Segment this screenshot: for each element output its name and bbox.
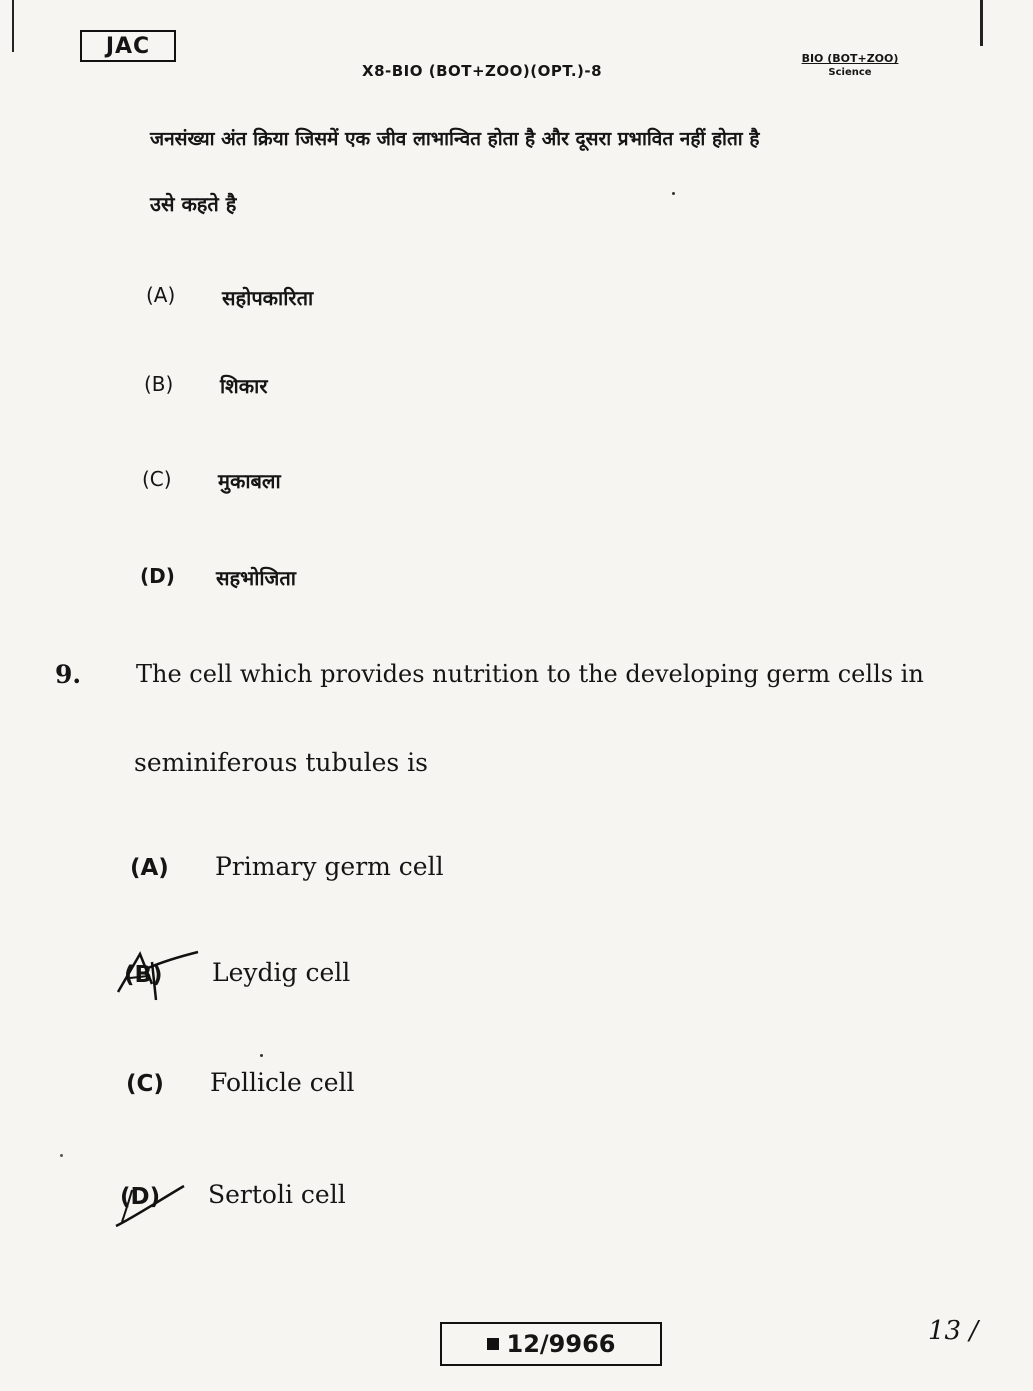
paper-code: X8-BIO (BOT+ZOO)(OPT.)-8 (362, 62, 603, 80)
question-number: 9. (55, 660, 82, 689)
subject-line-2: Science (828, 67, 872, 78)
jac-logo-box (80, 30, 176, 62)
hindi-option-c-text: मुकाबला (218, 469, 281, 493)
hindi-option-b-letter: (B) (144, 372, 174, 396)
scan-edge-right (980, 0, 983, 46)
option-c-letter: (C) (126, 1071, 164, 1097)
subject-line-1: BIO (BOT+ZOO) (801, 52, 899, 65)
hindi-question-line-1: जनसंख्या अंत क्रिया जिसमें एक जीव लाभान्वित होता है और दूसरा प्रभावित नहीं होता है (150, 128, 760, 150)
scan-edge-left (12, 0, 14, 52)
hindi-option-b-text: शिकार (220, 374, 268, 398)
hindi-question-line-2: उसे कहते है (150, 192, 237, 216)
page-number: 13 / (928, 1316, 979, 1346)
question-line-1: The cell which provides nutrition to the developing germ cells in (136, 660, 924, 688)
option-c-text: Follicle cell (210, 1068, 355, 1097)
logo-text: JAC (105, 33, 151, 59)
speck-dot (60, 1154, 63, 1157)
hindi-option-a-letter: (A) (146, 283, 176, 307)
speck-dot (672, 192, 675, 195)
option-d-text: Sertoli cell (208, 1180, 346, 1209)
option-d-letter: (D) (120, 1184, 161, 1210)
hindi-option-c-letter: (C) (142, 467, 172, 491)
black-square-icon (487, 1338, 499, 1350)
pen-mark-option-d-icon (110, 1180, 190, 1232)
option-a-letter: (A) (130, 855, 169, 881)
question-line-2: seminiferous tubules is (134, 748, 428, 777)
pen-mark-option-b-icon (112, 948, 202, 1004)
option-a-text: Primary germ cell (215, 852, 444, 881)
hindi-option-d-text: सहभोजिता (216, 566, 296, 590)
option-b-text: Leydig cell (212, 958, 351, 987)
hindi-option-a-text: सहोपकारिता (222, 286, 314, 310)
option-b-letter: (B) (124, 962, 163, 988)
booklet-code: 12/9966 (506, 1330, 616, 1358)
speck-dot (260, 1054, 263, 1057)
subject-label (770, 52, 930, 80)
booklet-code-box (440, 1322, 662, 1366)
hindi-option-d-letter: (D) (140, 564, 175, 588)
